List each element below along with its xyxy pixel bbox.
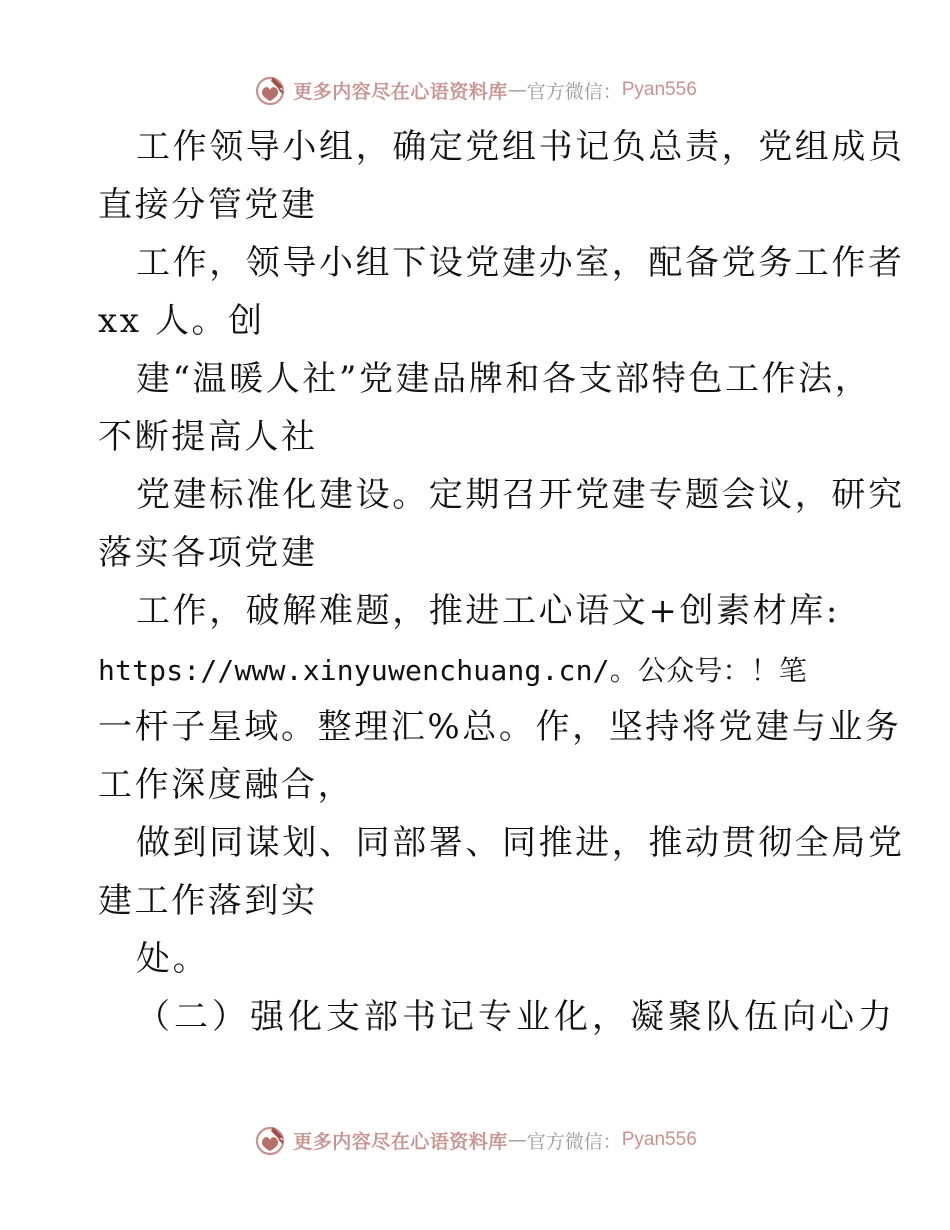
body-line: 处。 [136, 939, 210, 979]
pen-heart-logo-icon [253, 73, 287, 107]
brand-text: 更多内容尽在心语资料库 [293, 1130, 508, 1153]
wechat-label: 官方微信： [526, 80, 622, 103]
body-line: 落实各项党建 [98, 533, 318, 573]
body-line-url [98, 640, 858, 698]
body-line: 建“温暖人社”党建品牌和各支部特色工作法， [136, 359, 872, 399]
banner-separator: — [507, 79, 527, 101]
pen-heart-logo-icon [253, 1123, 287, 1157]
brand-text: 更多内容尽在心语资料库 [293, 80, 508, 103]
body-line: 工作深度融合， [98, 765, 355, 805]
wechat-id: Pyan556 [621, 79, 697, 100]
body-line: 不断提高人社 [98, 417, 318, 457]
wechat-label: 官方微信： [526, 1130, 622, 1153]
document-body [98, 118, 905, 1046]
body-line: xx 人。创 [98, 301, 265, 341]
header-banner [0, 70, 950, 110]
footer-banner [0, 1120, 950, 1160]
body-line: 一杆子星域。整理汇%总。作，坚持将党建与业务 [98, 707, 902, 747]
banner-separator: — [507, 1129, 527, 1151]
section-heading: （二）强化支部书记专业化，凝聚队伍向心力 [136, 997, 896, 1037]
body-line: 工作，领导小组下设党建办室，配备党务工作者 [136, 243, 905, 283]
body-line: 建工作落到实 [98, 881, 318, 921]
body-line: 工作，破解难题，推进工心语文+创素材库: [136, 591, 840, 631]
body-line: 直接分管党建 [98, 185, 318, 225]
body-line: 工作领导小组，确定党组书记负总责，党组成员 [136, 127, 905, 167]
url-text: https://www.xinyuwenchuang.cn/。公众号：！笔 [98, 654, 808, 687]
wechat-id: Pyan556 [621, 1129, 697, 1150]
body-line: 党建标准化建设。定期召开党建专题会议，研究 [136, 475, 905, 515]
body-line: 做到同谋划、同部署、同推进，推动贯彻全局党 [136, 823, 905, 863]
